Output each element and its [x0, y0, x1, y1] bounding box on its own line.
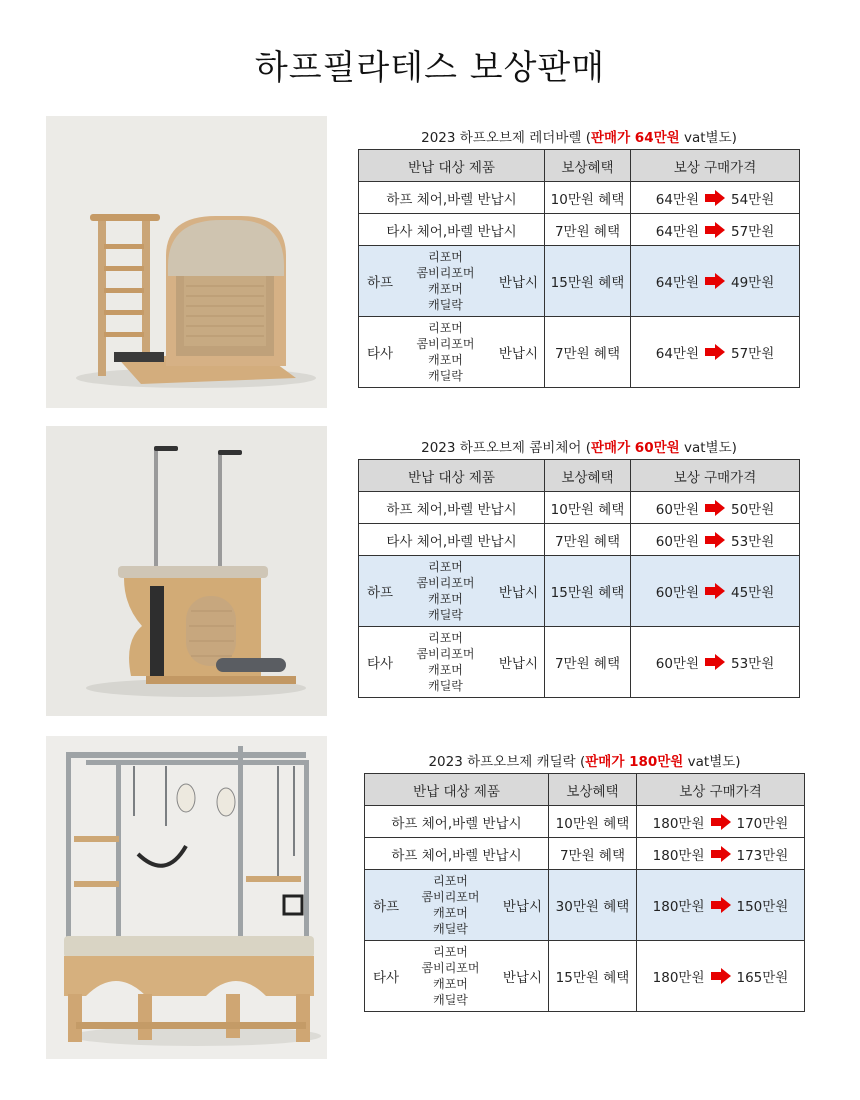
arrow-right-icon [705, 500, 725, 516]
price-cell: 180만원 150만원 [637, 870, 805, 941]
benefit-cell: 7만원 혜택 [545, 524, 631, 556]
arrow-right-icon [711, 968, 731, 984]
benefit-cell: 10만원 혜택 [545, 492, 631, 524]
header-return-product: 반납 대상 제품 [359, 460, 545, 492]
ladder-barrel-photo [46, 116, 327, 408]
header-benefit: 보상혜택 [545, 150, 631, 182]
combo-chair-caption: 2023 하프오브제 콤비체어 (판매가 60만원 vat별도) [421, 440, 737, 456]
header-return-product: 반납 대상 제품 [359, 150, 545, 182]
product-cell: 하프 리포머 콤비리포머 캐포머 캐딜락 반납시 [359, 246, 545, 317]
benefit-cell: 10만원 혜택 [545, 182, 631, 214]
product-cell: 타사 체어,바렐 반납시 [359, 214, 545, 246]
arrow-right-icon [705, 222, 725, 238]
price-cell: 60만원 53만원 [631, 524, 800, 556]
header-benefit: 보상혜택 [549, 774, 637, 806]
product-cell: 타사 리포머 콤비리포머 캐포머 캐딜락 반납시 [359, 317, 545, 388]
price-cell: 64만원 54만원 [631, 182, 800, 214]
price-cell: 180만원 165만원 [637, 941, 805, 1012]
header-benefit: 보상혜택 [545, 460, 631, 492]
price-cell: 60만원 45만원 [631, 556, 800, 627]
table-row [359, 214, 800, 246]
price-cell: 180만원 173만원 [637, 838, 805, 870]
combo-chair-photo [46, 426, 327, 716]
table-row [365, 870, 805, 941]
benefit-cell: 30만원 혜택 [549, 870, 637, 941]
benefit-cell: 7만원 혜택 [545, 317, 631, 388]
header-price: 보상 구매가격 [637, 774, 805, 806]
price-cell: 60만원 50만원 [631, 492, 800, 524]
table-row [359, 492, 800, 524]
table-row [359, 317, 800, 388]
price-cell: 64만원 57만원 [631, 214, 800, 246]
combo-chair-section [358, 437, 800, 698]
benefit-cell: 7만원 혜택 [545, 627, 631, 698]
table-row [359, 524, 800, 556]
arrow-right-icon [711, 814, 731, 830]
table-row [359, 627, 800, 698]
arrow-right-icon [705, 583, 725, 599]
benefit-cell: 7만원 혜택 [549, 838, 637, 870]
product-cell: 하프 리포머 콤비리포머 캐포머 캐딜락 반납시 [359, 556, 545, 627]
benefit-cell: 7만원 혜택 [545, 214, 631, 246]
product-cell: 하프 체어,바렐 반납시 [365, 838, 549, 870]
table-row [359, 556, 800, 627]
table-row [365, 806, 805, 838]
price-cell: 60만원 53만원 [631, 627, 800, 698]
price-cell: 180만원 170만원 [637, 806, 805, 838]
table-row [365, 838, 805, 870]
header-price: 보상 구매가격 [631, 460, 800, 492]
product-cell: 타사 체어,바렐 반납시 [359, 524, 545, 556]
benefit-cell: 10만원 혜택 [549, 806, 637, 838]
table-row [365, 941, 805, 1012]
cadillac-caption: 2023 하프오브제 캐딜락 (판매가 180만원 vat별도) [428, 754, 741, 770]
product-cell: 타사 리포머 콤비리포머 캐포머 캐딜락 반납시 [365, 941, 549, 1012]
arrow-right-icon [705, 273, 725, 289]
table-row [359, 182, 800, 214]
arrow-right-icon [705, 654, 725, 670]
arrow-right-icon [705, 344, 725, 360]
arrow-right-icon [711, 897, 731, 913]
ladder-barrel-section [358, 127, 800, 388]
combo-chair-table [358, 459, 800, 698]
ladder-barrel-caption: 2023 하프오브제 레더바렐 (판매가 64만원 vat별도) [421, 130, 737, 146]
cadillac-section [364, 751, 805, 1012]
benefit-cell: 15만원 혜택 [549, 941, 637, 1012]
page-title: 하프필라테스 보상판매 [254, 48, 606, 88]
arrow-right-icon [705, 190, 725, 206]
header-return-product: 반납 대상 제품 [365, 774, 549, 806]
arrow-right-icon [705, 532, 725, 548]
cadillac-photo [46, 736, 327, 1059]
product-cell: 하프 체어,바렐 반납시 [359, 492, 545, 524]
product-cell: 하프 체어,바렐 반납시 [359, 182, 545, 214]
cadillac-table [364, 773, 805, 1012]
header-price: 보상 구매가격 [631, 150, 800, 182]
arrow-right-icon [711, 846, 731, 862]
price-cell: 64만원 49만원 [631, 246, 800, 317]
benefit-cell: 15만원 혜택 [545, 556, 631, 627]
product-cell: 하프 체어,바렐 반납시 [365, 806, 549, 838]
table-row [359, 246, 800, 317]
product-cell: 타사 리포머 콤비리포머 캐포머 캐딜락 반납시 [359, 627, 545, 698]
benefit-cell: 15만원 혜택 [545, 246, 631, 317]
product-cell: 하프 리포머 콤비리포머 캐포머 캐딜락 반납시 [365, 870, 549, 941]
price-cell: 64만원 57만원 [631, 317, 800, 388]
ladder-barrel-table [358, 149, 800, 388]
